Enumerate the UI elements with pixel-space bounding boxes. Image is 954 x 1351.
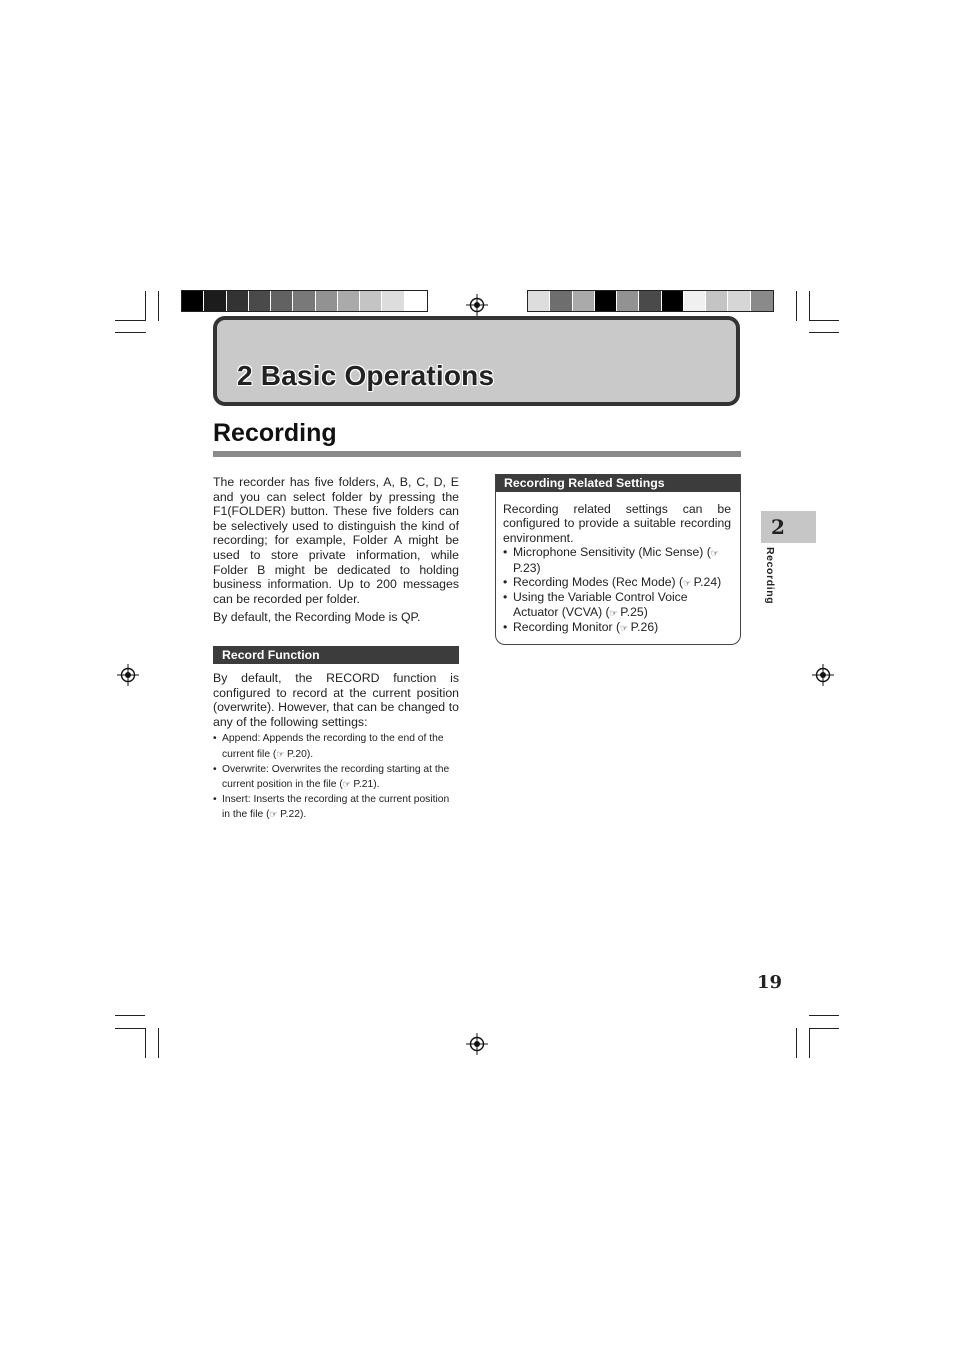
calibration-swatch bbox=[271, 291, 293, 311]
chapter-tab: 2 bbox=[761, 511, 816, 543]
default-mode-note: By default, the Recording Mode is QP. bbox=[213, 610, 421, 625]
chapter-tab-label: Recording bbox=[764, 547, 776, 605]
calibration-swatch bbox=[382, 291, 404, 311]
calibration-swatch bbox=[639, 291, 661, 311]
calibration-swatch bbox=[573, 291, 595, 311]
crop-mark bbox=[809, 291, 810, 321]
calibration-swatch bbox=[360, 291, 382, 311]
related-settings-heading: Recording Related Settings bbox=[495, 474, 741, 492]
related-setting-item: • Recording Monitor (☞ P.26) bbox=[503, 620, 731, 635]
pointing-hand-icon: ☞ bbox=[710, 548, 719, 559]
calibration-swatch bbox=[338, 291, 360, 311]
calibration-swatch bbox=[204, 291, 226, 311]
crop-mark bbox=[809, 332, 839, 333]
page-reference: P.22 bbox=[280, 809, 300, 821]
related-settings-intro: Recording related settings can be configured to provide a suitable recording environment. bbox=[503, 502, 731, 545]
crop-mark bbox=[158, 1028, 159, 1058]
registration-mark-icon bbox=[812, 664, 834, 686]
crop-mark bbox=[809, 1028, 810, 1058]
calibration-swatch bbox=[528, 291, 550, 311]
calibration-swatch bbox=[751, 291, 773, 311]
section-title: Recording bbox=[213, 419, 337, 447]
crop-mark bbox=[796, 1028, 797, 1058]
crop-mark bbox=[158, 291, 159, 321]
color-calibration-bar bbox=[181, 290, 428, 312]
related-setting-item: • Microphone Sensitivity (Mic Sense) (☞ P.23) bbox=[503, 545, 731, 575]
related-setting-item: • Using the Variable Control Voice Actuator (VCVA) (☞ P.25) bbox=[503, 590, 731, 620]
page-reference: P.25 bbox=[620, 604, 644, 619]
record-function-options bbox=[213, 732, 459, 823]
calibration-swatch bbox=[662, 291, 684, 311]
record-function-option: • Insert: Inserts the recording at the current position in the file (☞ P.22). bbox=[213, 793, 459, 823]
calibration-swatch bbox=[249, 291, 271, 311]
calibration-swatch bbox=[684, 291, 706, 311]
registration-mark-icon bbox=[117, 664, 139, 686]
crop-mark bbox=[115, 332, 146, 333]
crop-mark bbox=[145, 291, 146, 321]
crop-mark bbox=[809, 1015, 839, 1016]
intro-paragraph: The recorder has five folders, A, B, C, D, E and you can select folder by pressing the F1(FOLDER) button. These five folders can be selectively used to distinguish the kind of recording; for example, Folder A might be used to store private information, while Folder B might be dedicated to holding business information. Up to 200 messages can be recorded per folder. bbox=[213, 475, 459, 606]
calibration-swatch bbox=[316, 291, 338, 311]
calibration-swatch bbox=[293, 291, 315, 311]
crop-mark bbox=[809, 320, 839, 321]
pointing-hand-icon: ☞ bbox=[609, 607, 621, 618]
crop-mark bbox=[796, 291, 797, 321]
section-divider bbox=[213, 451, 741, 457]
calibration-swatch bbox=[617, 291, 639, 311]
calibration-swatch bbox=[595, 291, 617, 311]
pointing-hand-icon: ☞ bbox=[683, 578, 694, 589]
calibration-swatch bbox=[728, 291, 750, 311]
record-function-body bbox=[213, 671, 459, 823]
related-settings-list bbox=[503, 545, 731, 635]
crop-mark bbox=[115, 1015, 145, 1016]
pointing-hand-icon: ☞ bbox=[620, 623, 631, 634]
chapter-header bbox=[213, 316, 740, 406]
crop-mark bbox=[809, 1028, 839, 1029]
pointing-hand-icon: ☞ bbox=[276, 748, 287, 759]
color-calibration-bar bbox=[527, 290, 774, 312]
crop-mark bbox=[145, 1028, 146, 1058]
record-function-option: • Overwrite: Overwrites the recording starting at the current position in the file (☞ P.21). bbox=[213, 763, 459, 793]
crop-mark bbox=[115, 1028, 145, 1029]
page-reference: P.20 bbox=[286, 748, 307, 760]
registration-mark-icon bbox=[466, 1033, 488, 1055]
calibration-swatch bbox=[706, 291, 728, 311]
registration-mark-icon bbox=[466, 294, 488, 316]
page-reference: P.24 bbox=[693, 575, 718, 590]
calibration-swatch bbox=[227, 291, 249, 311]
page-reference: P.26 bbox=[630, 620, 655, 635]
related-settings-box bbox=[495, 474, 741, 645]
page-reference: P.23 bbox=[513, 560, 537, 575]
calibration-swatch bbox=[405, 291, 427, 311]
calibration-swatch bbox=[550, 291, 572, 311]
page-number: 19 bbox=[757, 972, 783, 993]
record-function-paragraph: By default, the RECORD function is configured to record at the current position (overwrite). However, that can be changed to any of the following settings: bbox=[213, 671, 459, 729]
pointing-hand-icon: ☞ bbox=[269, 809, 281, 820]
pointing-hand-icon: ☞ bbox=[342, 779, 354, 790]
chapter-title: 2 Basic Operations bbox=[237, 360, 495, 391]
page-reference: P.21 bbox=[353, 779, 374, 791]
related-setting-item: • Recording Modes (Rec Mode) (☞ P.24) bbox=[503, 575, 731, 590]
record-function-heading: Record Function bbox=[213, 646, 459, 664]
record-function-option: • Append: Appends the recording to the end of the current file (☞ P.20). bbox=[213, 732, 459, 762]
crop-mark bbox=[115, 320, 145, 321]
intro-column bbox=[213, 475, 459, 625]
calibration-swatch bbox=[182, 291, 204, 311]
